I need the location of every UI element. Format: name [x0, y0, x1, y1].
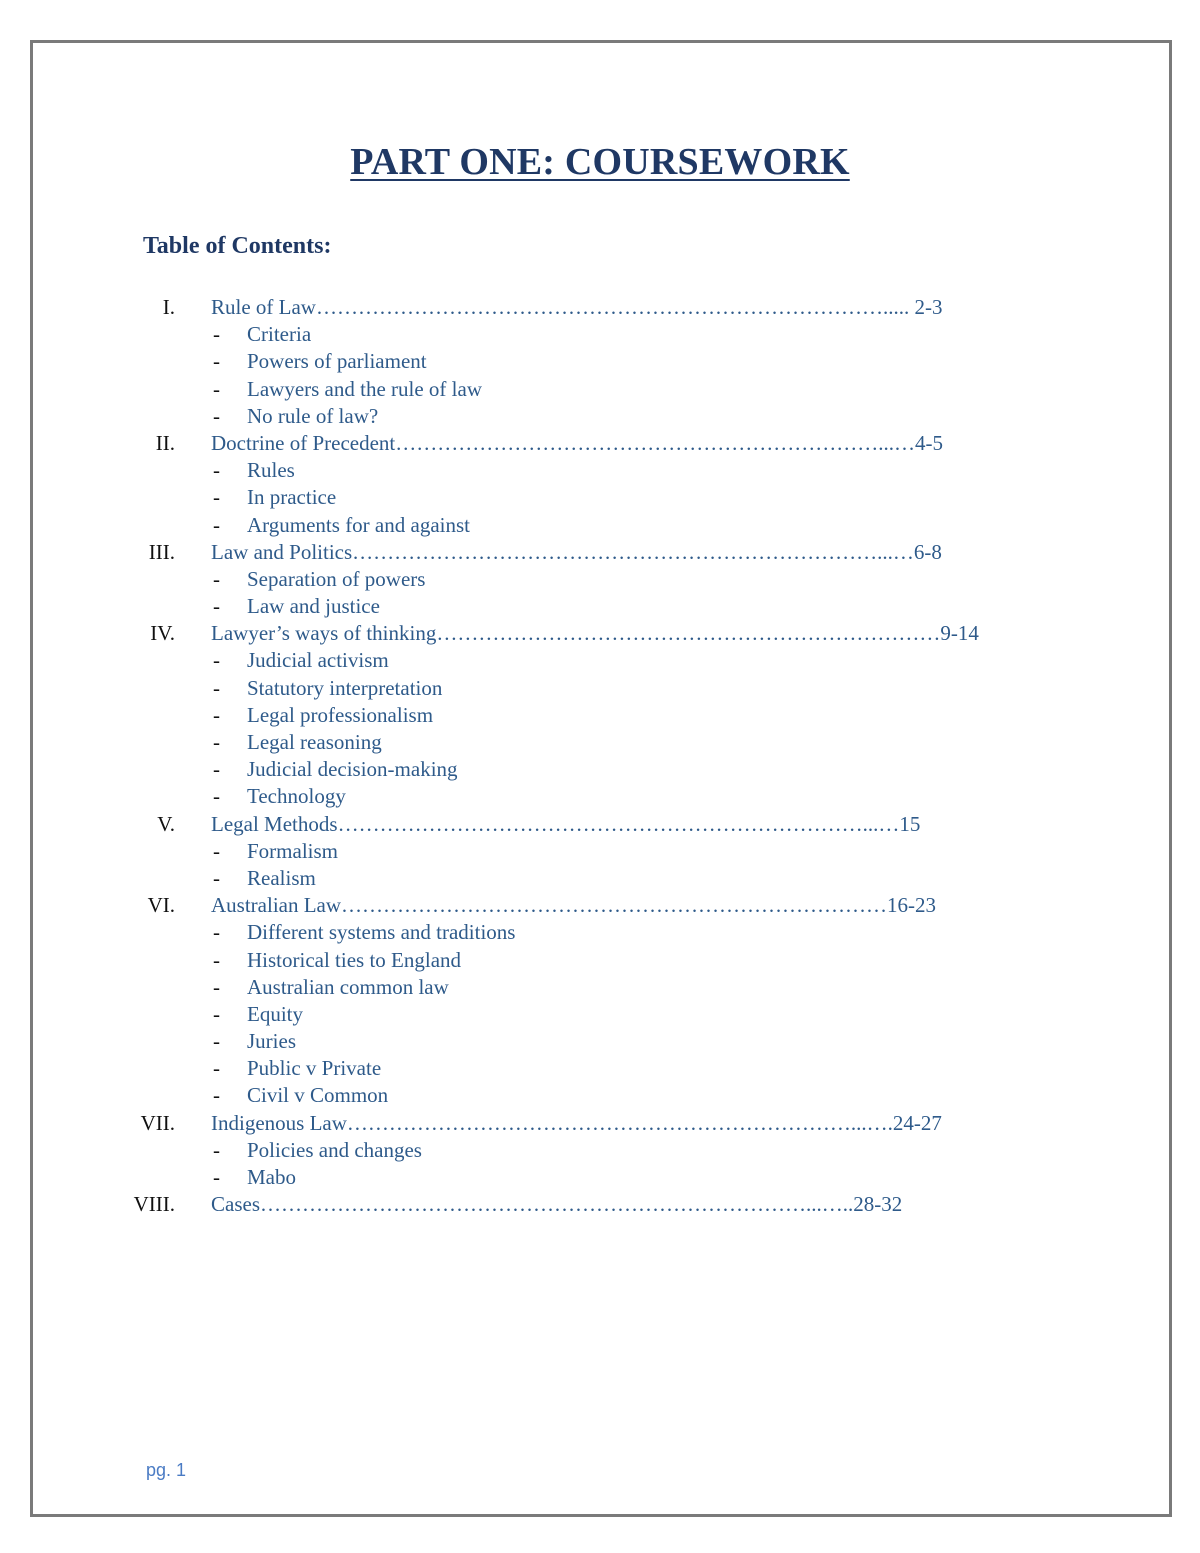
subitem-label: Law and justice [247, 594, 380, 619]
toc-section-row [0, 811, 1200, 838]
section-numeral: IV. [150, 621, 175, 646]
section-pages: 28-32 [853, 1192, 903, 1217]
subitem-label: Technology [247, 784, 346, 809]
section-numeral: VII. [140, 1110, 175, 1135]
bullet-dash: - [213, 1137, 220, 1162]
subitem-label: Realism [247, 865, 316, 890]
toc-subitem-row [0, 593, 1200, 620]
section-title: Legal Methods [211, 811, 338, 836]
subitem-label: Arguments for and against [247, 512, 470, 537]
bullet-dash: - [213, 675, 220, 700]
bullet-dash: - [213, 702, 220, 727]
section-entry [211, 620, 979, 647]
toc-subitem-row [0, 1055, 1200, 1082]
subitem-label: Judicial decision-making [247, 757, 458, 782]
toc-subitem-row [0, 1164, 1200, 1191]
page-title: PART ONE: COURSEWORK [350, 141, 850, 183]
bullet-dash: - [213, 322, 220, 347]
section-numeral: VIII. [133, 1192, 175, 1217]
bullet-dash: - [213, 485, 220, 510]
bullet-dash: - [213, 974, 220, 999]
toc-subitem-row [0, 484, 1200, 511]
bullet-dash: - [213, 403, 220, 428]
section-entry [211, 430, 943, 457]
section-entry [211, 539, 942, 566]
toc-subitem-row [0, 566, 1200, 593]
subitem-label: Judicial activism [247, 648, 389, 673]
toc-section-row [0, 294, 1200, 321]
subitem-label: Rules [247, 458, 295, 483]
toc-subitem-row [0, 865, 1200, 892]
subitem-label: Powers of parliament [247, 349, 427, 374]
section-pages: 9-14 [940, 621, 979, 646]
subitem-label: Public v Private [247, 1056, 382, 1081]
toc-section-row [0, 1110, 1200, 1137]
toc-subitem-row [0, 403, 1200, 430]
dot-leader: ………………………………………………………………………..... [315, 295, 910, 319]
section-numeral: III. [148, 539, 175, 564]
subitem-label: Australian common law [247, 974, 449, 999]
bullet-dash: - [213, 920, 220, 945]
section-title: Rule of Law [211, 295, 316, 319]
section-numeral: V. [157, 811, 175, 836]
toc-section-row [0, 430, 1200, 457]
subitem-label: Historical ties to England [247, 947, 462, 972]
toc-subitem-row [0, 783, 1200, 810]
bullet-dash: - [213, 349, 220, 374]
subitem-label: Policies and changes [247, 1137, 422, 1162]
subitem-label: Mabo [247, 1165, 296, 1189]
section-pages: 2-3 [909, 295, 943, 319]
toc-subitem-row [0, 838, 1200, 865]
section-entry [211, 1191, 902, 1218]
toc-subitem-row [0, 1137, 1200, 1164]
toc-section-row [0, 1191, 1200, 1218]
dot-leader: ……………………………………………………………………...….. [260, 1192, 854, 1217]
section-numeral: I. [162, 295, 175, 319]
toc-subitem-row [0, 756, 1200, 783]
bullet-dash: - [213, 784, 220, 809]
bullet-dash: - [213, 376, 220, 401]
dot-leader: ……………………………………………………………… [436, 621, 941, 646]
toc-subitem-row [0, 675, 1200, 702]
section-pages: 4-5 [915, 430, 944, 455]
subitem-label: Lawyers and the rule of law [247, 376, 482, 401]
bullet-dash: - [213, 1029, 220, 1054]
section-title: Australian Law [211, 893, 342, 918]
section-entry [211, 811, 920, 838]
toc-subitem-row [0, 1082, 1200, 1109]
toc-subitem-row [0, 1028, 1200, 1055]
section-entry [211, 1110, 942, 1137]
subitem-label: No rule of law? [247, 403, 379, 428]
toc-section-row [0, 892, 1200, 919]
dot-leader: …………………………………………………………………… [341, 893, 888, 918]
section-numeral: II. [155, 430, 175, 455]
toc-subitem-row [0, 647, 1200, 674]
bullet-dash: - [213, 648, 220, 673]
bullet-dash: - [213, 1165, 220, 1189]
section-pages: 24-27 [892, 1110, 942, 1135]
section-title: Law and Politics [211, 539, 353, 564]
section-numeral: VI. [147, 893, 175, 918]
subitem-label: In practice [247, 485, 337, 510]
bullet-dash: - [213, 1001, 220, 1026]
toc-section-row [0, 539, 1200, 566]
dot-leader: …………………………………………………………………...… [337, 811, 900, 836]
bullet-dash: - [213, 865, 220, 890]
subitem-label: Criteria [247, 322, 312, 347]
toc-subitem-row [0, 348, 1200, 375]
section-title: Doctrine of Precedent [211, 430, 396, 455]
toc-subitem-row [0, 974, 1200, 1001]
subitem-label: Equity [247, 1001, 303, 1026]
bullet-dash: - [213, 730, 220, 754]
dot-leader: ………………………………………………………………...…. [346, 1110, 893, 1135]
table-of-contents [0, 294, 1200, 1218]
bullet-dash: - [213, 594, 220, 619]
bullet-dash: - [213, 566, 220, 591]
toc-subitem-row [0, 1001, 1200, 1028]
bullet-dash: - [213, 458, 220, 483]
toc-section-row [0, 620, 1200, 647]
subitem-label: Different systems and traditions [247, 920, 516, 945]
section-pages: 15 [899, 811, 921, 836]
toc-heading: Table of Contents: [143, 233, 332, 259]
toc-subitem-row [0, 919, 1200, 946]
bullet-dash: - [213, 1083, 220, 1108]
subitem-label: Juries [247, 1029, 296, 1054]
section-pages: 6-8 [913, 539, 942, 564]
subitem-label: Formalism [247, 838, 339, 863]
toc-subitem-row [0, 702, 1200, 729]
toc-subitem-row [0, 947, 1200, 974]
toc-subitem-row [0, 512, 1200, 539]
section-title: Lawyer’s ways of thinking [211, 621, 437, 646]
dot-leader: …………………………………………………………………...… [352, 539, 914, 564]
bullet-dash: - [213, 838, 220, 863]
page-number: pg. 1 [146, 1460, 187, 1480]
section-entry [211, 294, 942, 321]
subitem-label: Legal reasoning [247, 730, 382, 754]
bullet-dash: - [213, 1056, 220, 1081]
bullet-dash: - [213, 947, 220, 972]
bullet-dash: - [213, 512, 220, 537]
toc-subitem-row [0, 376, 1200, 403]
subitem-label: Civil v Common [247, 1083, 389, 1108]
toc-subitem-row [0, 457, 1200, 484]
section-title: Indigenous Law [211, 1110, 347, 1135]
subitem-label: Separation of powers [247, 566, 426, 591]
dot-leader: ……………………………………………………………...… [395, 430, 916, 455]
section-entry [211, 892, 936, 919]
section-title: Cases [211, 1192, 260, 1217]
toc-subitem-row [0, 729, 1200, 756]
toc-subitem-row [0, 321, 1200, 348]
subitem-label: Statutory interpretation [247, 675, 443, 700]
section-pages: 16-23 [887, 893, 937, 918]
bullet-dash: - [213, 757, 220, 782]
subitem-label: Legal professionalism [247, 702, 434, 727]
